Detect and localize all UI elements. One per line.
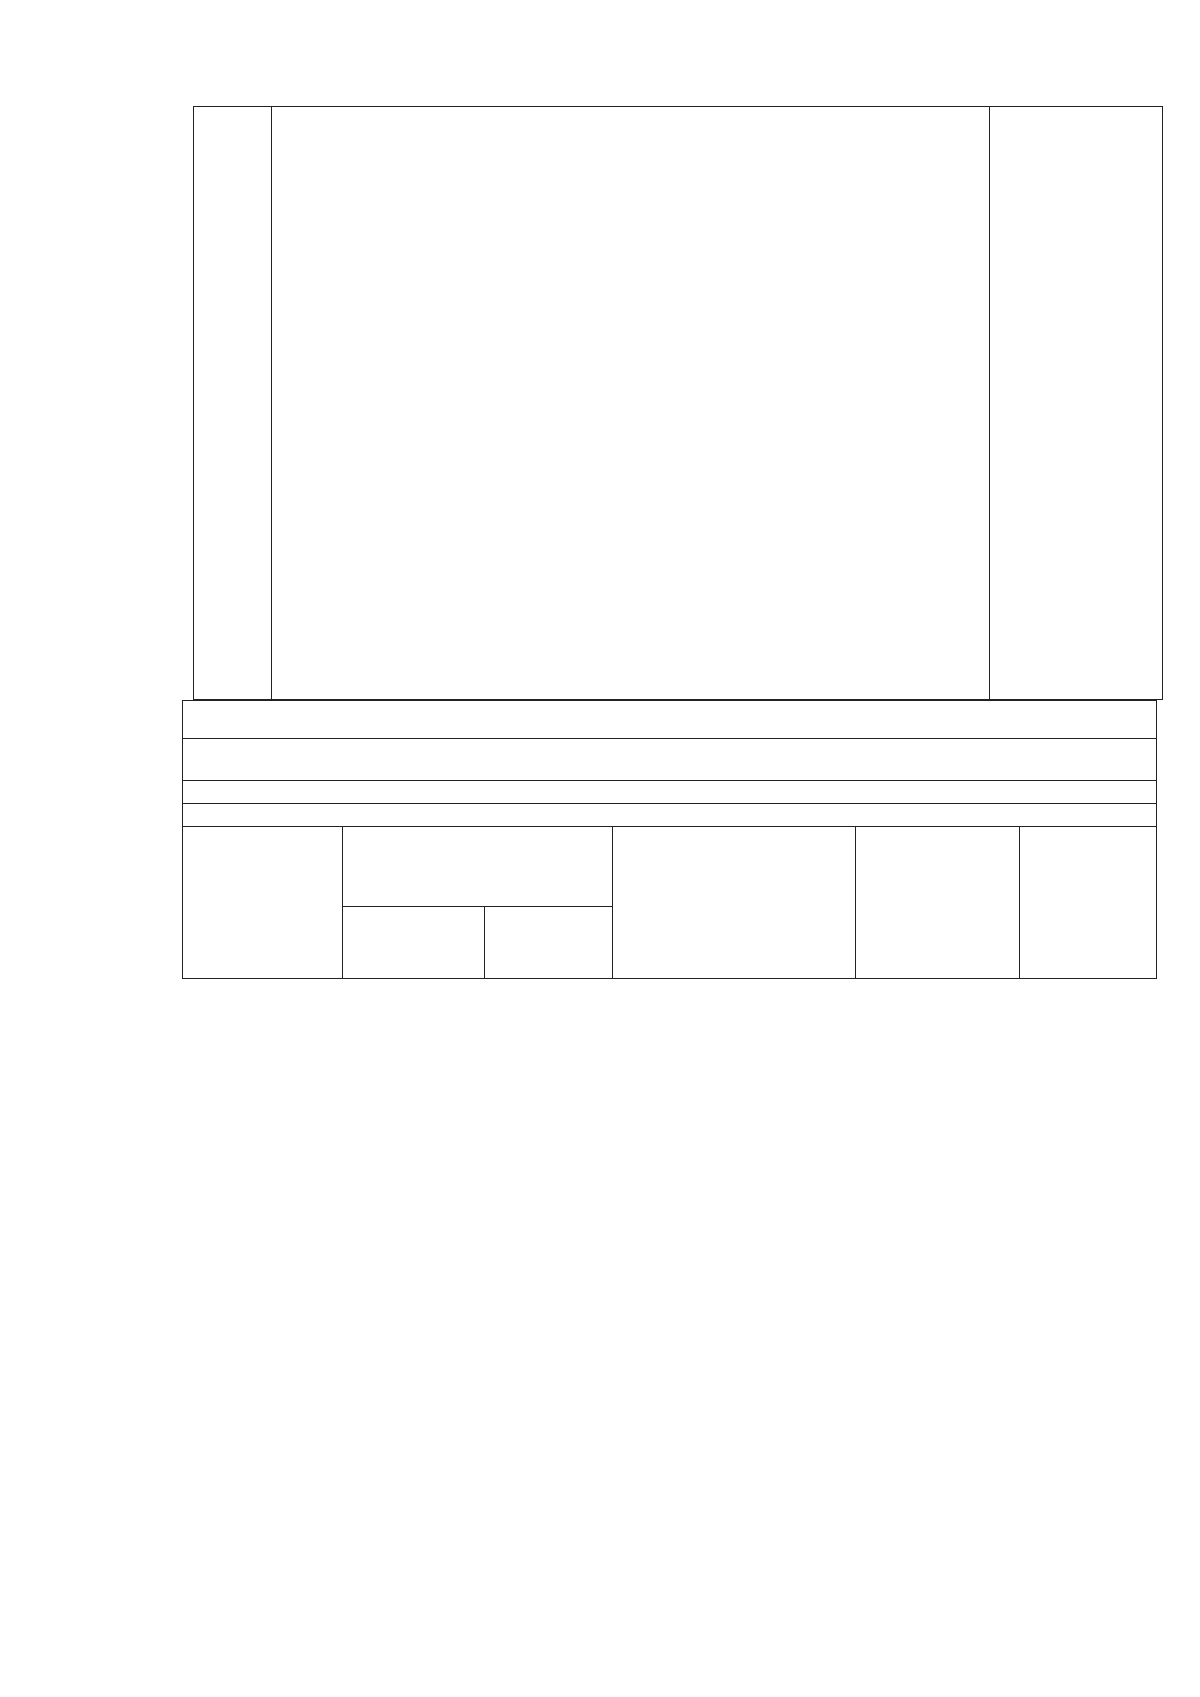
boundary-points-table	[182, 700, 1157, 979]
header-description	[1020, 827, 1157, 979]
header-designation	[183, 827, 343, 979]
header-coords	[343, 827, 613, 907]
header-x	[343, 907, 485, 979]
section-subtitle	[183, 739, 1157, 781]
coord-system-row	[183, 781, 1157, 804]
restrictions-col-number	[194, 107, 272, 699]
section-title	[183, 701, 1157, 739]
points-info-row	[183, 804, 1157, 827]
restrictions-table-continuation	[193, 106, 1163, 700]
restrictions-col-name	[272, 107, 990, 699]
header-y	[485, 907, 613, 979]
header-method	[613, 827, 856, 979]
restrictions-col-text	[992, 111, 1164, 703]
header-error	[856, 827, 1020, 979]
